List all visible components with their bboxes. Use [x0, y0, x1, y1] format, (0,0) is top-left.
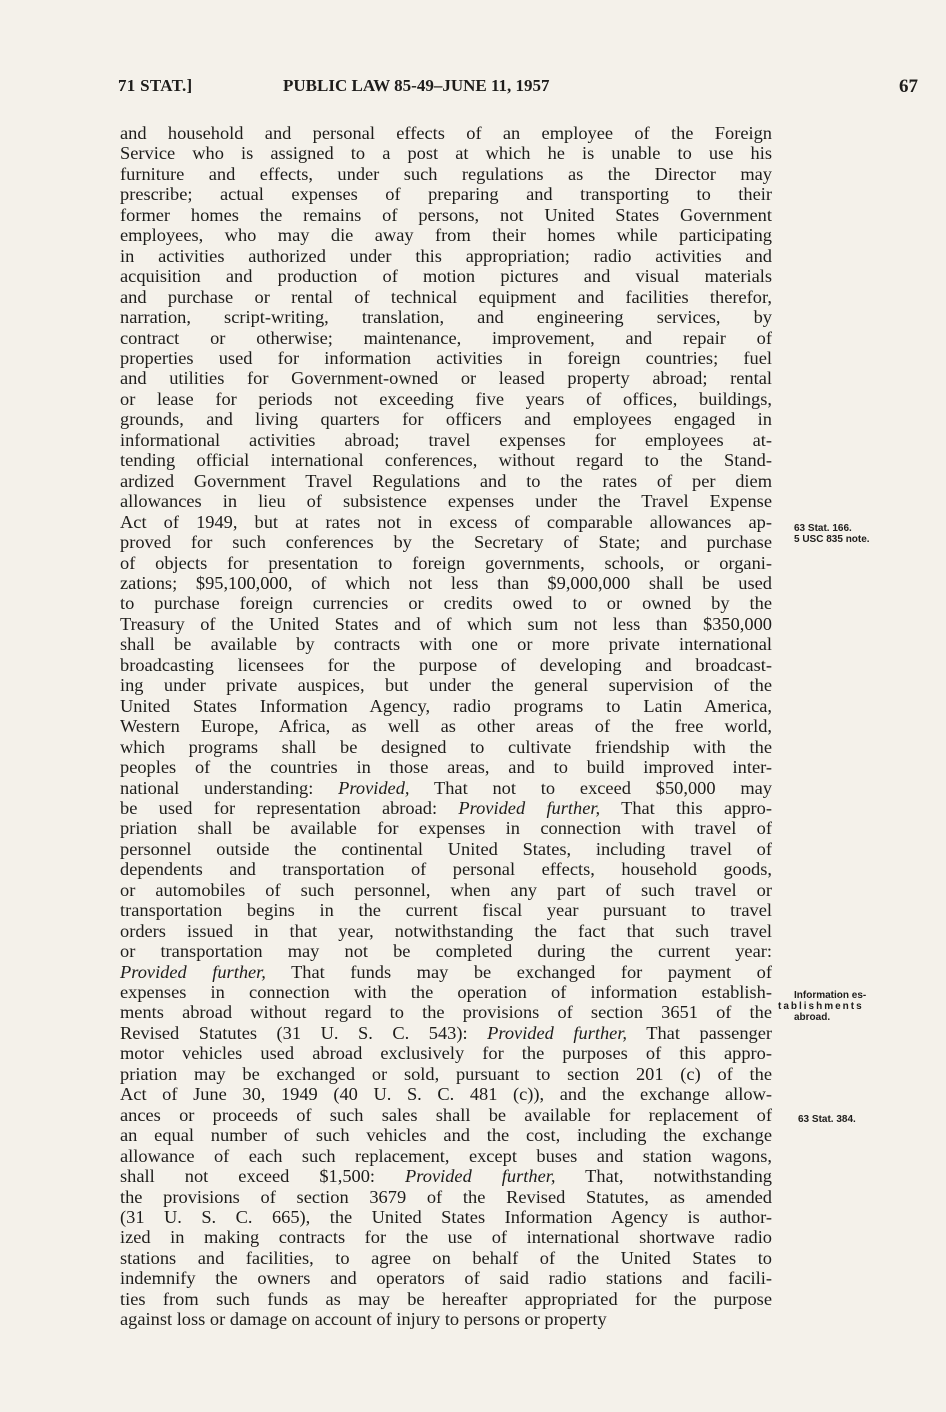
text-line: indemnify the owners and operators of said radio stations and facili-: [120, 1268, 772, 1289]
text-line: and household and personal effects of an employee of the Foreign: [120, 123, 772, 143]
text-line: of objects for presentation to foreign governments, schools, or organi-: [120, 552, 772, 573]
text-line: transportation begins in the current fiscal year pursuant to travel: [120, 900, 772, 921]
text-segment: That not to exceed $50,000 may: [409, 777, 772, 798]
proviso-italic: Provided further,: [487, 1022, 628, 1043]
text-line: ardized Government Travel Regulations and to the rates of per diem: [120, 470, 772, 491]
text-line: Act of 1949, but at rates not in excess of comparable allowances ap-: [120, 511, 772, 532]
text-line: narration, script-writing, translation, and engineering services, by: [120, 307, 772, 328]
text-line: properties used for information activities in foreign countries; fuel: [120, 347, 772, 368]
margin-note-line: 63 Stat. 384.: [798, 1114, 856, 1125]
text-line: proved for such conferences by the Secretary of State; and purchase: [120, 532, 772, 553]
text-segment: That passenger: [627, 1022, 772, 1043]
margin-note-line: 63 Stat. 166.: [794, 523, 852, 534]
proviso-italic: Provided further,: [458, 797, 601, 818]
text-line: furniture and effects, under such regulations as the Director may: [120, 163, 772, 184]
text-segment: shall not exceed $1,500:: [120, 1166, 406, 1187]
text-line: priation may be exchanged or sold, pursuant to section 201 (c) of the: [120, 1063, 772, 1084]
text-line: Treasury of the United States and of which sum not less than $350,000: [120, 613, 772, 634]
text-line: United States Information Agency, radio programs to Latin America,: [120, 695, 772, 716]
proviso-italic: Provided further,: [120, 961, 266, 982]
text-line: and purchase or rental of technical equipment and facilities therefor,: [120, 286, 772, 307]
text-line: Service who is assigned to a post at which he is unable to use his: [120, 143, 772, 164]
text-line: contract or otherwise; maintenance, improvement, and repair of: [120, 327, 772, 348]
text-line: personnel outside the continental United States, including travel of: [120, 838, 772, 859]
margin-note-63-stat-384: [798, 1114, 856, 1125]
proviso-italic: Provided further,: [405, 1166, 556, 1187]
margin-note-line: tablishments: [778, 1001, 864, 1012]
text-segment: That funds may be exchanged for payment of: [265, 961, 772, 982]
text-line: or lease for periods not exceeding five years of offices, buildings,: [120, 388, 772, 409]
text-line: ing under private auspices, but under the general supervision of the: [120, 675, 772, 696]
text-line: acquisition and production of motion pictures and visual materials: [120, 266, 772, 287]
text-line: or transportation may not be completed during the current year:: [120, 941, 772, 962]
text-line: priation shall be available for expenses in connection with travel of: [120, 818, 772, 839]
text-line: shall be available by contracts with one or more private international: [120, 634, 772, 655]
margin-note-63-stat-166: [794, 523, 870, 545]
text-segment: national understanding:: [120, 777, 339, 798]
statute-volume: 71 STAT.]: [118, 76, 193, 95]
page-number: 67: [899, 76, 918, 97]
text-line: allowances in lieu of subsistence expenses under the Travel Expense: [120, 491, 772, 512]
margin-note-line: Information es-: [794, 990, 867, 1001]
margin-note-information-establishments: [778, 990, 867, 1023]
text-line: informational activities abroad; travel expenses for employees at-: [120, 429, 772, 450]
text-line: broadcasting licensees for the purpose of developing and broadcast-: [120, 654, 772, 675]
text-line: ized in making contracts for the use of international shortwave radio: [120, 1227, 772, 1248]
text-line: allowance of each such replacement, except buses and station wagons,: [120, 1145, 772, 1166]
text-line: Western Europe, Africa, as well as other areas of the free world,: [120, 716, 772, 737]
text-line: ties from such funds as may be hereafter appropriated for the purpose: [120, 1288, 772, 1309]
text-line: orders issued in that year, notwithstanding the fact that such travel: [120, 920, 772, 941]
text-segment: be used for representation abroad:: [120, 797, 459, 818]
text-line: Act of June 30, 1949 (40 U. S. C. 481 (c)), and the exchange allow-: [120, 1084, 772, 1105]
text-line: tending official international conferences, without regard to the Stand-: [120, 450, 772, 471]
text-line: stations and facilities, to agree on behalf of the United States to: [120, 1247, 772, 1268]
text-line: ments abroad without regard to the provisions of section 3651 of the: [120, 1002, 772, 1023]
text-line: the provisions of section 3679 of the Revised Statutes, as amended: [120, 1186, 772, 1207]
proviso-italic: Provided,: [338, 777, 410, 798]
text-line: and utilities for Government-owned or leased property abroad; rental: [120, 368, 772, 389]
margin-note-line: 5 USC 835 note.: [794, 534, 870, 545]
text-line: zations; $95,100,000, of which not less than $9,000,000 shall be used: [120, 572, 772, 593]
text-line: an equal number of such vehicles and the cost, including the exchange: [120, 1125, 772, 1146]
text-segment: Revised Statutes (31 U. S. C. 543):: [120, 1022, 488, 1043]
text-line: in activities authorized under this appropriation; radio activities and: [120, 245, 772, 266]
text-line: grounds, and living quarters for officers and employees engaged in: [120, 409, 772, 430]
text-line: to purchase foreign currencies or credits owed to or owned by the: [120, 593, 772, 614]
text-line: former homes the remains of persons, not United States Government: [120, 204, 772, 225]
text-line: dependents and transportation of personal effects, household goods,: [120, 859, 772, 880]
text-line: peoples of the countries in those areas, and to build improved inter-: [120, 757, 772, 778]
text-line: which programs shall be designed to cultivate friendship with the: [120, 736, 772, 757]
text-line: employees, who may die away from their homes while participating: [120, 225, 772, 246]
margin-note-line: abroad.: [794, 1012, 831, 1023]
text-segment: That this appro-: [600, 797, 772, 818]
text-line: motor vehicles used abroad exclusively for the purposes of this appro-: [120, 1043, 772, 1064]
text-line: against loss or damage on account of injury to persons or property: [120, 1309, 607, 1330]
text-line: (31 U. S. C. 665), the United States Information Agency is author-: [120, 1207, 772, 1228]
text-segment: That, notwithstanding: [555, 1166, 772, 1187]
text-line: ances or proceeds of such sales shall be available for replacement of: [120, 1104, 772, 1125]
text-line: or automobiles of such personnel, when any part of such travel or: [120, 879, 772, 900]
text-line: prescribe; actual expenses of preparing and transporting to their: [120, 184, 772, 205]
text-line: expenses in connection with the operation of information establish-: [120, 982, 772, 1003]
law-title: PUBLIC LAW 85-49–JUNE 11, 1957: [283, 76, 550, 95]
